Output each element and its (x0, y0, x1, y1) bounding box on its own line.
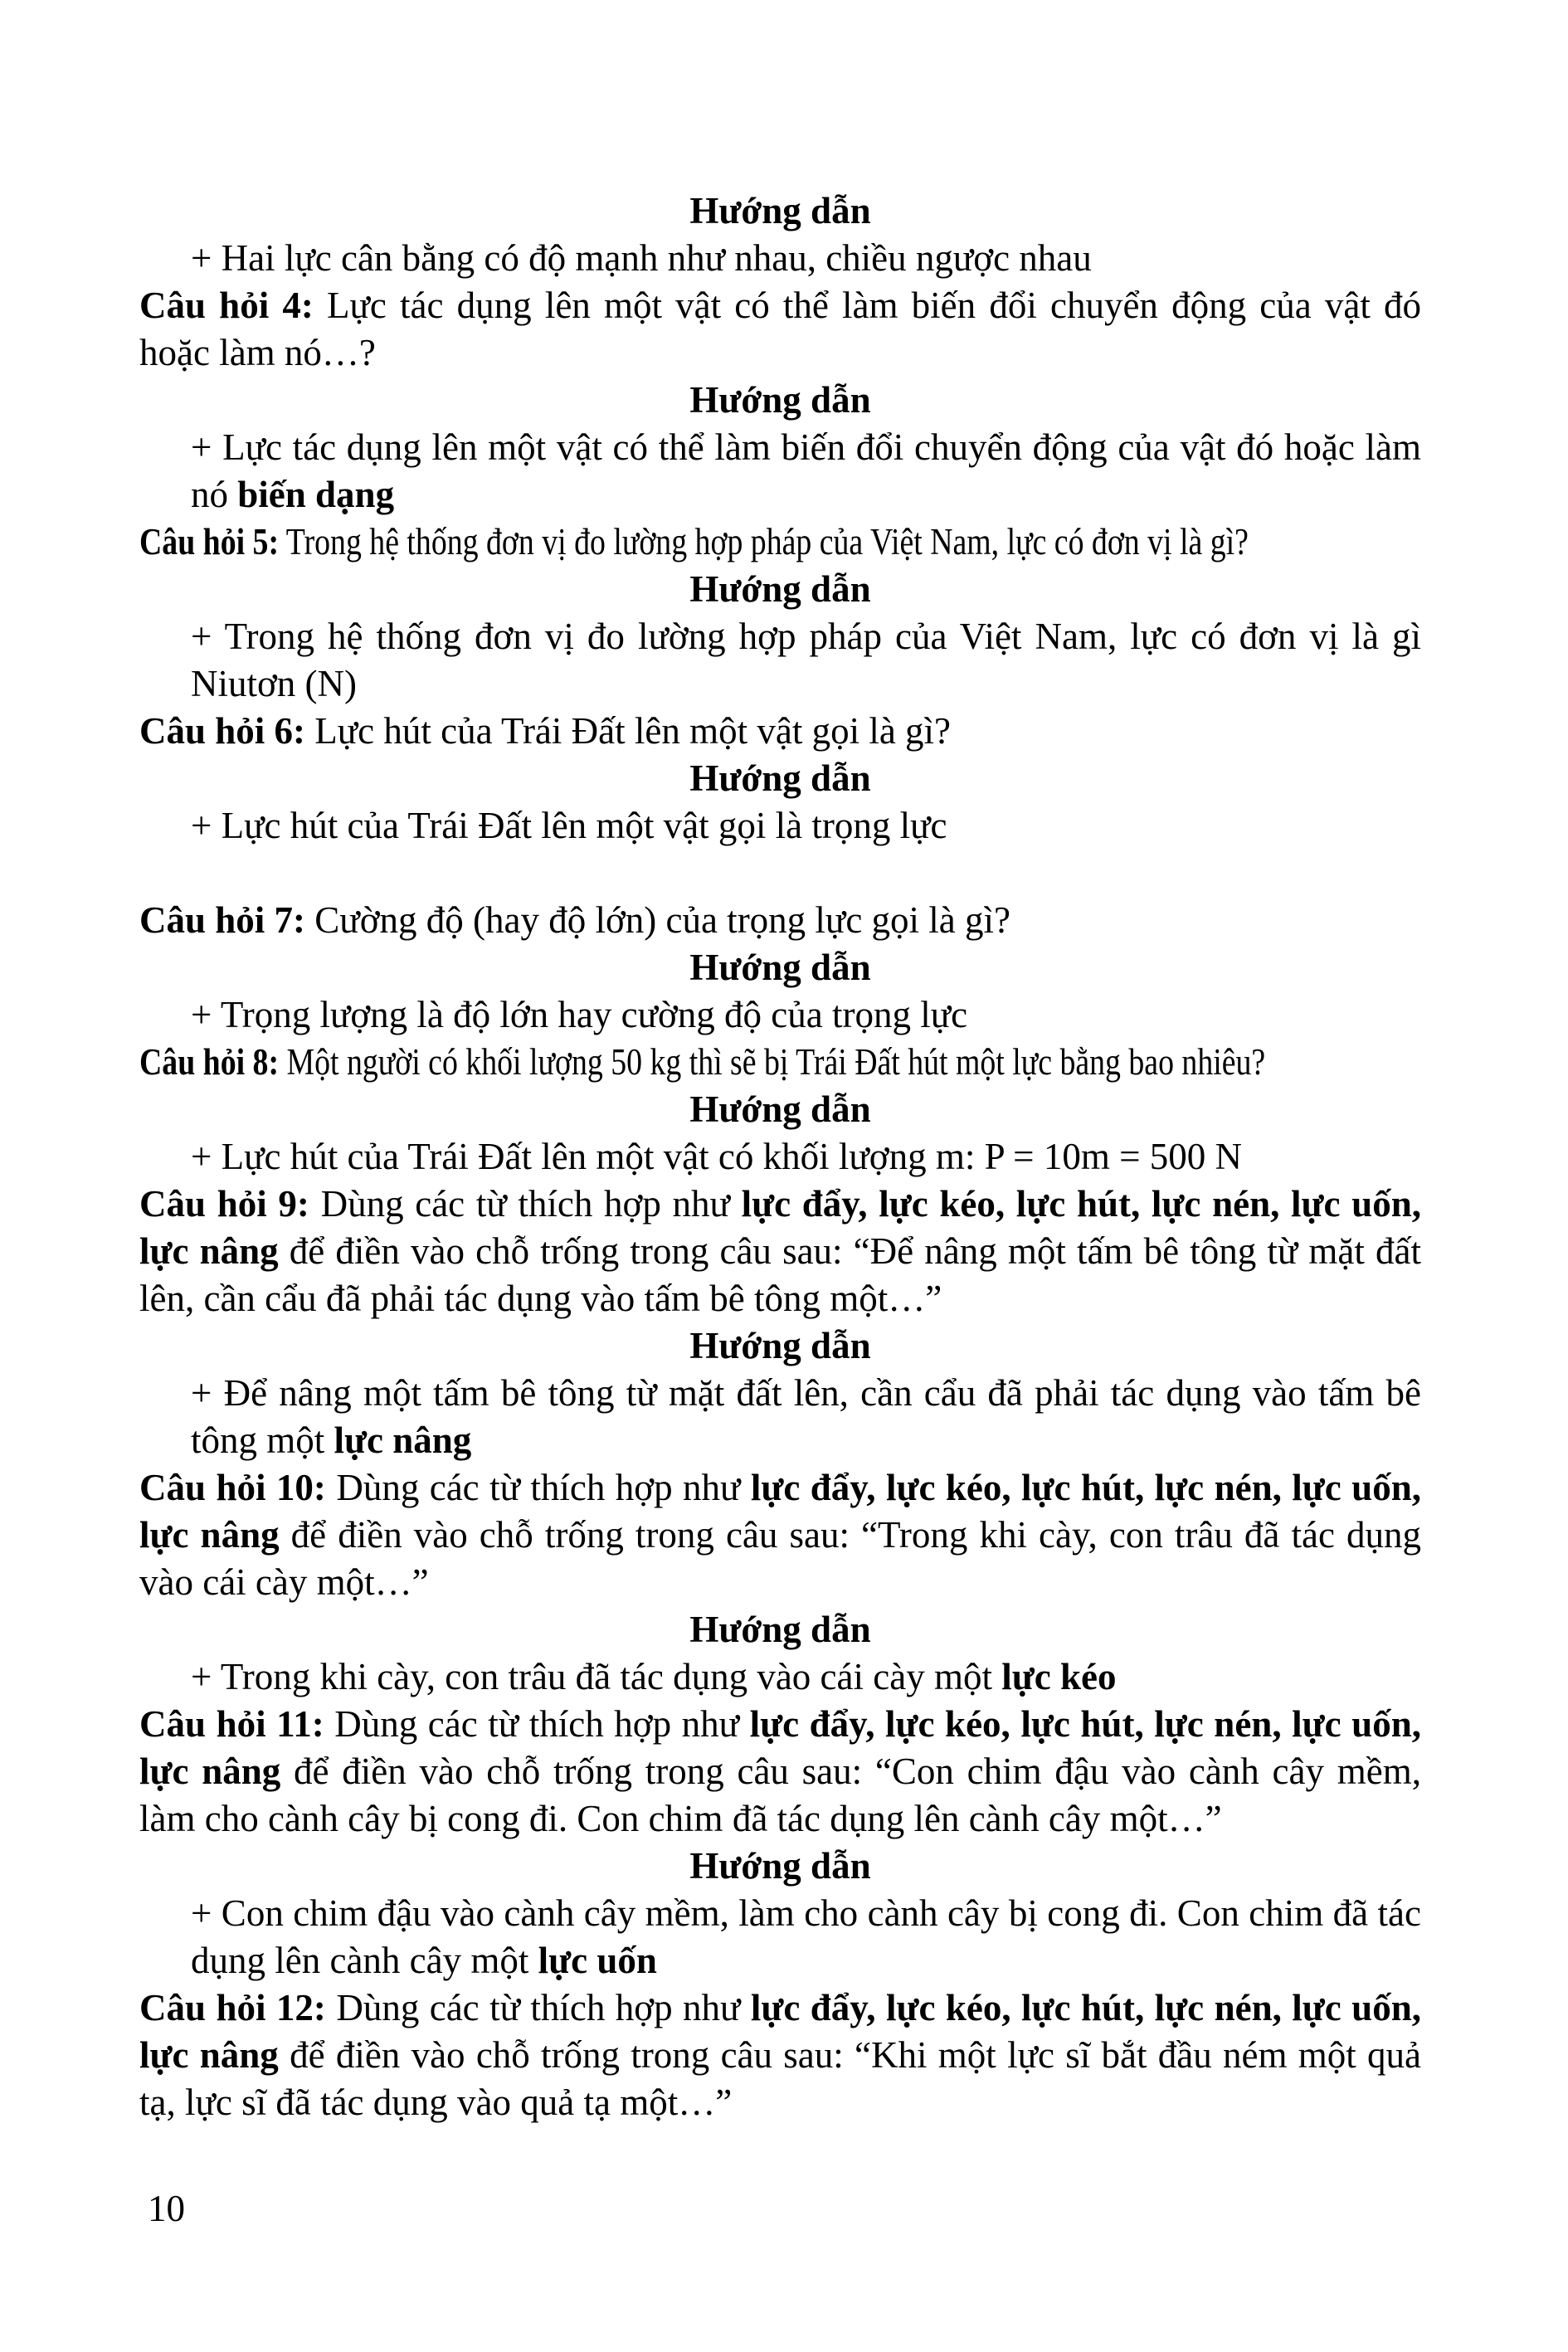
bold-text-segment: biến dạng (237, 474, 395, 515)
answer-paragraph (139, 802, 1421, 850)
text-segment: để điền vào chỗ trống trong câu sau: “Con chim đậu vào cành cây mềm, làm cho cành cây bị cong đi. Con chim đã tác dụng lên cành cây một…” (139, 1751, 1421, 1839)
guide-heading (139, 1322, 1421, 1370)
bold-text-segment: Hướng dẫn (689, 1609, 871, 1650)
guide-heading (139, 377, 1421, 424)
text-segment: Cường độ (hay độ lớn) của trọng lực gọi là gì? (305, 899, 1010, 941)
bold-text-segment: Câu hỏi 4: (139, 285, 314, 326)
answer-paragraph (139, 1890, 1421, 1984)
guide-heading (139, 1606, 1421, 1653)
text-segment: Dùng các từ thích hợp như (324, 1703, 750, 1745)
bold-text-segment: Hướng dẫn (689, 757, 871, 799)
text-segment: + Lực tác dụng lên một vật có thể làm biến đổi chuyển động của vật đó hoặc làm nó (191, 426, 1421, 515)
bold-text-segment: lực uốn (538, 1940, 657, 1981)
bold-text-segment: lực đẩy, lực kéo, lực hút, lực nén, lực uốn, lực nâng (139, 1987, 1421, 2076)
text-segment: Lực tác dụng lên một vật có thể làm biến đổi chuyển động của vật đó hoặc làm nó…? (139, 285, 1422, 373)
bold-text-segment: lực nâng (334, 1419, 472, 1461)
question-paragraph (139, 1181, 1421, 1322)
bold-text-segment: Hướng dẫn (689, 1088, 871, 1130)
bold-text-segment: lực kéo (1001, 1656, 1117, 1697)
bold-text-segment: Câu hỏi 10: (139, 1467, 326, 1508)
text-segment: + Trong khi cày, con trâu đã tác dụng vào cái cày một (191, 1656, 1002, 1697)
bold-text-segment: Hướng dẫn (689, 379, 871, 421)
question-paragraph (139, 282, 1421, 377)
bold-text-segment: Hướng dẫn (689, 1845, 871, 1887)
guide-heading (139, 1086, 1421, 1133)
question-paragraph (139, 1039, 1266, 1086)
answer-paragraph (139, 235, 1421, 282)
bold-text-segment: Câu hỏi 8: (139, 1041, 280, 1083)
bold-text-segment: Câu hỏi 9: (139, 1183, 309, 1225)
answer-paragraph (139, 1370, 1421, 1464)
text-segment: + Trong hệ thống đơn vị đo lường hợp pháp của Việt Nam, lực có đơn vị là gì Niutơn (N) (191, 616, 1421, 704)
answer-paragraph (139, 1653, 1421, 1701)
guide-heading (139, 944, 1421, 991)
text-segment: Dùng các từ thích hợp như (325, 1467, 751, 1508)
bold-text-segment: lực đẩy, lực kéo, lực hút, lực nén, lực uốn, lực nâng (139, 1467, 1421, 1556)
text-segment: để điền vào chỗ trống trong câu sau: “Trong khi cày, con trâu đã tác dụng vào cái cày một…” (139, 1514, 1421, 1603)
content-area (139, 187, 1421, 2126)
bold-text-segment: Câu hỏi 11: (139, 1703, 324, 1745)
question-paragraph (139, 708, 1421, 755)
text-segment: Dùng các từ thích hợp như (309, 1183, 742, 1225)
answer-paragraph (139, 424, 1421, 519)
answer-paragraph (139, 613, 1421, 708)
guide-heading (139, 566, 1421, 613)
text-segment: Một người có khối lượng 50 kg thì sẽ bị Trái Đất hút một lực bằng bao nhiêu? (279, 1041, 1266, 1083)
text-segment: + Lực hút của Trái Đất lên một vật có khối lượng m: P = 10m = 500 N (191, 1136, 1242, 1177)
bold-text-segment: lực đẩy, lực kéo, lực hút, lực nén, lực uốn, lực nâng (139, 1183, 1421, 1272)
page-number: 10 (148, 2188, 185, 2229)
bold-text-segment: lực đẩy, lực kéo, lực hút, lực nén, lực uốn, lực nâng (139, 1703, 1421, 1792)
bold-text-segment: Hướng dẫn (689, 947, 871, 988)
text-segment: + Để nâng một tấm bê tông từ mặt đất lên, cần cẩu đã phải tác dụng vào tấm bê tông một (191, 1372, 1421, 1461)
text-segment: + Trọng lượng là độ lớn hay cường độ của trọng lực (191, 994, 968, 1035)
bold-text-segment: Câu hỏi 5: (139, 521, 280, 562)
bold-text-segment: Câu hỏi 6: (139, 710, 306, 752)
blank-line (139, 850, 1421, 897)
question-paragraph (139, 1701, 1421, 1843)
bold-text-segment: Hướng dẫn (689, 568, 871, 610)
text-segment: + Con chim đậu vào cành cây mềm, làm cho cành cây bị cong đi. Con chim đã tác dụng lên cành cây một (191, 1892, 1421, 1981)
text-segment: + Lực hút của Trái Đất lên một vật gọi là trọng lực (191, 805, 947, 846)
question-paragraph (139, 519, 1249, 566)
text-segment: + Hai lực cân bằng có độ mạnh như nhau, chiều ngược nhau (191, 237, 1092, 279)
text-segment: Lực hút của Trái Đất lên một vật gọi là gì? (305, 710, 952, 752)
text-segment: Trong hệ thống đơn vị đo lường hợp pháp của Việt Nam, lực có đơn vị là gì? (279, 521, 1249, 562)
bold-text-segment: Câu hỏi 7: (139, 899, 306, 941)
bold-text-segment: Hướng dẫn (689, 1325, 871, 1366)
text-segment: Dùng các từ thích hợp như (325, 1987, 751, 2028)
guide-heading (139, 755, 1421, 802)
text-segment: để điền vào chỗ trống trong câu sau: “Khi một lực sĩ bắt đầu ném một quả tạ, lực sĩ đã tác dụng vào quả tạ một…” (139, 2034, 1421, 2123)
answer-paragraph (139, 1133, 1421, 1181)
bold-text-segment: Hướng dẫn (689, 190, 871, 231)
question-paragraph (139, 1464, 1421, 1606)
text-segment: để điền vào chỗ trống trong câu sau: “Để nâng một tấm bê tông từ mặt đất lên, cần cẩu đã phải tác dụng vào tấm bê tông một…” (139, 1230, 1421, 1319)
guide-heading (139, 187, 1421, 235)
question-paragraph (139, 897, 1421, 944)
guide-heading (139, 1843, 1421, 1890)
question-paragraph (139, 1984, 1421, 2126)
bold-text-segment: Câu hỏi 12: (139, 1987, 326, 2028)
answer-paragraph (139, 991, 1421, 1039)
